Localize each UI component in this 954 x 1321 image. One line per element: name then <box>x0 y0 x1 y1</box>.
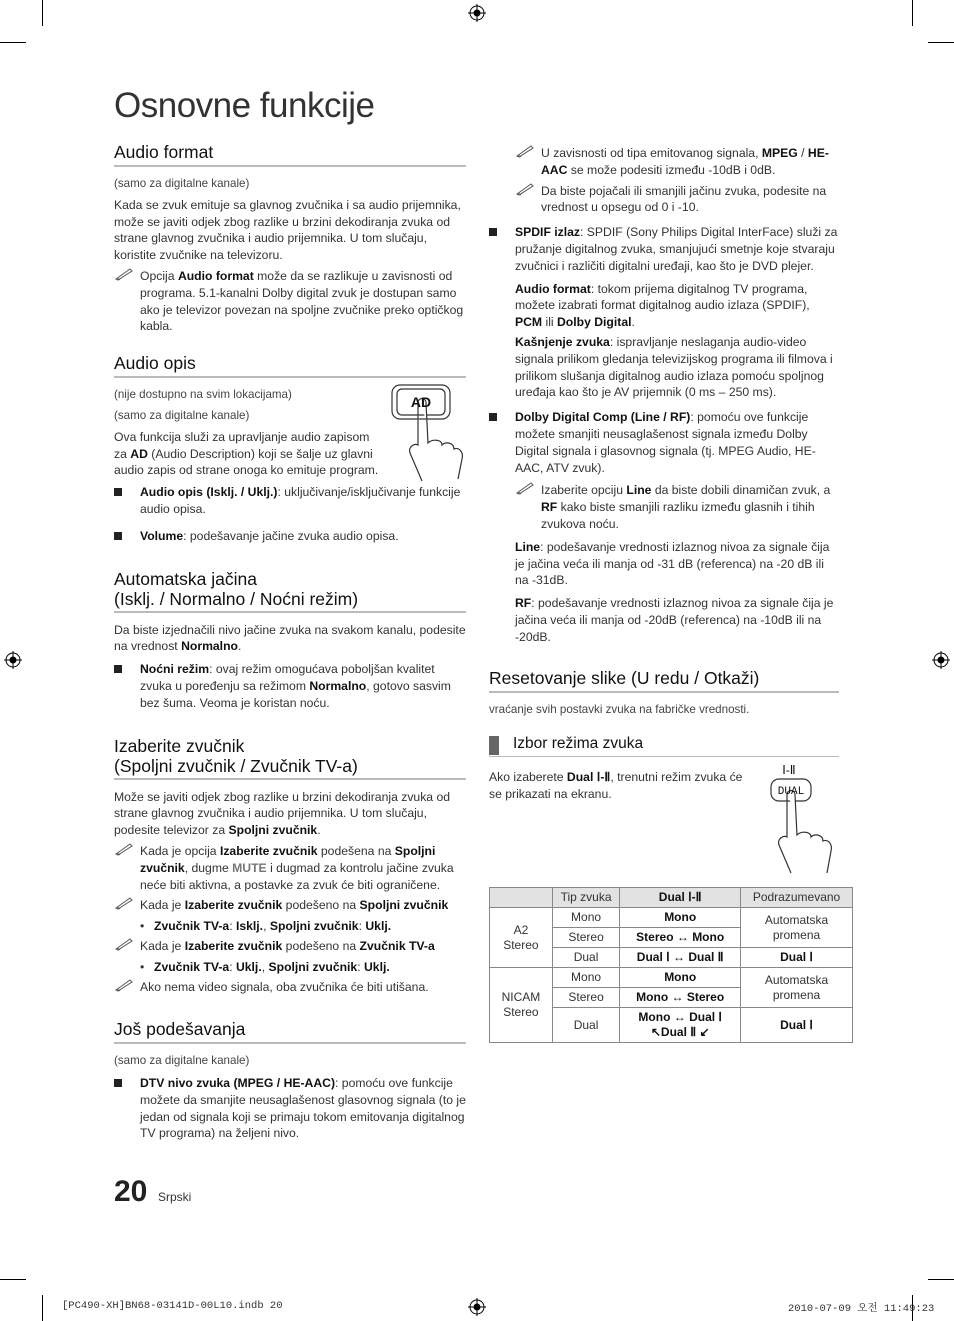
crop-mark <box>42 0 43 26</box>
note-text: Opcija <box>140 268 178 283</box>
table-header-cell: Tip zvuka <box>552 888 620 908</box>
pencil-note-icon <box>114 937 134 951</box>
dolby-rf: RF: podešavanje vrednosti izlaznog nivoa za signale čija je jačina veća ili manja od -20dB (referenca) na -10dB ili na -20dB. <box>515 596 834 644</box>
bullet-square-icon <box>114 532 122 540</box>
table-header-cell: Podrazumevano <box>741 888 853 908</box>
page-number: 20 <box>114 1175 148 1208</box>
note: U zavisnosti od tipa emitovanog signala, MPEG / HE-AAC se može podesiti između -10dB i 0dB. <box>515 145 839 179</box>
table-cell: Mono <box>552 968 620 988</box>
dual-key-label: DUAL <box>777 786 805 799</box>
table-cell: Mono <box>620 968 741 988</box>
body-text: Ako izaberete Dual Ⅰ-Ⅱ, trenutni režim zvuka će se prikazati na ekranu. <box>489 770 743 801</box>
note: Da biste pojačali ili smanjili jačinu zvuka, podesite na vrednost u opsegu od 0 i -10. <box>515 183 839 217</box>
bullet-item: DTV nivo zvuka (MPEG / HE-AAC): pomoću ove funkcije možete da smanjite neusaglašenost glasovnog signala (to je jedan od signala koji se primaju tokom emitovanja digitalnog TV programa) na željeni nivo. <box>114 1075 466 1142</box>
ad-key-label: AD <box>410 394 432 411</box>
crop-mark <box>912 0 913 26</box>
table-header-cell: Dual Ⅰ-Ⅱ <box>620 888 741 908</box>
bullet-item-spdif: SPDIF izlaz: SPDIF (Sony Philips Digital InterFace) služi za pružanje digitalnog zvuka, smanjujući smetnje koje stvaraju zvučnici i različiti digitalni uređaji, kao što je DVD plejer. <box>489 224 839 274</box>
bullet-square-icon <box>489 413 497 421</box>
crop-mark <box>0 1279 26 1280</box>
note-bold: Audio format <box>177 268 254 283</box>
body-text: Da biste izjednačili nivo jačine zvuka na svakom kanalu, podesite na vrednost Normalno. <box>114 622 466 654</box>
bullet-item: Noćni režim: ovaj režim omogućava poboljšan kvalitet zvuka u poređenju sa režimom Normalno, gotovo sasvim bez šuma. Veoma je koristan noću. <box>114 661 466 711</box>
body-text: vraćanje svih postavki zvuka na fabričke vrednosti. <box>489 702 750 716</box>
note: Izaberite opciju Line da biste dobili dinamičan zvuk, a RF kako biste smanjili razliku između glasnih i tihih zvukova noću. <box>515 482 839 532</box>
table-cell: Dual <box>552 1008 620 1043</box>
table-cell: Stereo ↔ Mono <box>620 928 741 948</box>
section-audio-format <box>114 142 466 335</box>
table-cell: Dual <box>552 948 620 968</box>
sub-bullet: • Zvučnik TV-a: Isklj., Spoljni zvučnik: Uklj. <box>140 919 392 934</box>
table-group-cell: NICAM Stereo <box>490 968 553 1043</box>
table-cell: Stereo <box>552 928 620 948</box>
body-text: Kada se zvuk emituje sa glavnog zvučnika i sa audio prijemnika, može se javiti odjek zbog razlike u brzini dekodiranja zvuka od strane glavnog zvučnika i audio prijemnika. U tom slučaju, koristite zvučnike na televizoru. <box>114 197 461 263</box>
scope-text: (samo za digitalne kanale) <box>114 177 250 190</box>
section-reset <box>489 668 839 719</box>
note <box>114 268 466 335</box>
bullet-square-icon <box>489 228 497 236</box>
right-column <box>489 142 839 1043</box>
bullet-square-icon <box>114 665 122 673</box>
table-cell: Stereo <box>552 988 620 1008</box>
registration-mark-icon <box>4 651 22 669</box>
table-header-row <box>490 888 853 908</box>
crop-mark <box>928 42 954 43</box>
registration-mark-icon <box>468 1298 486 1316</box>
scope-text: (samo za digitalne kanale) <box>114 1054 250 1068</box>
sub-bullet: • Zvučnik TV-a: Uklj., Spoljni zvučnik: Uklj. <box>140 959 390 974</box>
table-row <box>490 968 853 988</box>
note-text: može da se razlikuje u zavisnosti od programa. 5.1-kanalni Dolby digital zvuk je dostupan samo ako je televizor povezan na spoljne zvučnike preko optičkog kabla. <box>140 268 464 334</box>
table-cell: Mono <box>552 908 620 928</box>
pencil-note-icon <box>114 978 134 992</box>
section-heading: Automatska jačina (Isklj. / Normalno / Noćni režim) <box>114 569 466 613</box>
body-text: Ova funkcija služi za upravljanje audio zapisom za AD (Audio Description) koji se šalje uz glavni audio zapis od strane onoga ko emituje program. <box>114 429 379 478</box>
table-cell: Mono <box>620 908 741 928</box>
table-cell: Mono ↔ Stereo <box>620 988 741 1008</box>
table-cell: Dual Ⅰ <box>741 948 853 968</box>
section-speaker <box>114 736 466 996</box>
body-text: Može se javiti odjek zbog razlike u brzini dekodiranja zvuka od strane glavnog zvučnika i audio prijemnika. U tom slučaju, podesite televizor za Spoljni zvučnik. <box>114 789 451 838</box>
page-title: Osnovne funkcije <box>114 86 375 125</box>
pencil-note-icon <box>114 896 134 910</box>
left-column <box>114 142 466 1160</box>
sound-mode-table <box>489 887 853 1043</box>
section-audio-opis <box>114 353 466 544</box>
table-cell: Mono ↔ Dual Ⅰ ↖Dual Ⅱ ↙ <box>620 1008 741 1043</box>
bullet-square-icon <box>114 1079 122 1087</box>
imprint-left: [PC490-XH]BN68-03141D-00L10.indb 20 <box>62 1300 283 1312</box>
section-auto-volume <box>114 569 466 712</box>
section-heading: Audio format <box>114 142 466 167</box>
dual-remote-key-icon <box>769 761 841 877</box>
registration-mark-icon <box>932 651 950 669</box>
dual-key-top-label: Ⅰ-Ⅱ <box>782 763 796 778</box>
imprint-right: 2010-07-09 오전 11:49:23 <box>788 1303 935 1315</box>
section-more-settings <box>114 1019 466 1142</box>
note: Kada je opcija Izaberite zvučnik podešena na Spoljni zvučnik, dugme MUTE i dugmad za kontrolu jačine zvuka neće biti aktivna, a postavke za zvuk će biti ograničene. <box>114 843 466 893</box>
registration-mark-icon <box>468 4 486 22</box>
section-heading: Još podešavanja <box>114 1019 466 1044</box>
page-language: Srpski <box>158 1190 192 1204</box>
pencil-note-icon <box>114 842 134 856</box>
availability-text: (nije dostupno na svim lokacijama) <box>114 388 292 402</box>
table-group-cell: A2 Stereo <box>490 908 553 968</box>
pencil-note-icon <box>515 182 535 196</box>
pencil-note-icon <box>515 144 535 158</box>
pencil-note-icon <box>515 481 535 495</box>
note: Kada je Izaberite zvučnik podešeno na Spoljni zvučnik <box>114 897 466 914</box>
pencil-note-icon <box>114 267 134 281</box>
table-row <box>490 908 853 928</box>
section-heading: Resetovanje slike (U redu / Otkaži) <box>489 668 839 693</box>
dolby-line: Line: podešavanje vrednosti izlaznog nivoa za signale čija je jačina veća ili manja od -31 dB (referenca) na -20 dB ili na -31dB. <box>515 539 830 588</box>
section-heading: Izaberite zvučnik (Spoljni zvučnik / Zvučnik TV-a) <box>114 736 466 780</box>
section-heading: Audio opis <box>114 353 466 378</box>
ad-remote-key-icon <box>388 383 468 489</box>
bullet-item-dolby: Dolby Digital Comp (Line / RF): pomoću ove funkcije možete smanjiti neusaglašenost signala između Dolby Digital signala i glasovnog signala (tj. MPEG Audio, HE-AAC, ATV zvuk). <box>489 409 839 476</box>
scope-text: (samo za digitalne kanale) <box>114 408 250 422</box>
spdif-audio-format: Audio format: tokom prijema digitalnog TV programa, možete izabrati format digitalnog audio izlaza (SPDIF), PCM ili Dolby Digital. <box>515 281 810 330</box>
table-cell: Dual Ⅰ ↔ Dual Ⅱ <box>620 948 741 968</box>
mode-description <box>489 763 839 887</box>
crop-mark <box>928 1279 954 1280</box>
heading-bar <box>489 736 499 755</box>
note: Kada je Izaberite zvučnik podešeno na Zvučnik TV-a <box>114 938 466 955</box>
table-cell: Automatska promena <box>741 968 853 1008</box>
crop-mark <box>0 42 26 43</box>
table-header-cell <box>490 888 553 908</box>
bullet-item: Audio opis (Isklj. / Uklj.): uključivanje/isključivanje funkcije audio opisa. <box>114 484 466 518</box>
table-cell: Dual Ⅰ <box>741 1008 853 1043</box>
bullet-item: Volume: podešavanje jačine zvuka audio opisa. <box>114 528 466 545</box>
subsection-heading: Izbor režima zvuka <box>489 736 839 757</box>
table-cell: Automatska promena <box>741 908 853 948</box>
crop-mark <box>42 1295 43 1321</box>
note: Ako nema video signala, oba zvučnika će biti utišana. <box>114 979 466 996</box>
spdif-audio-delay: Kašnjenje zvuka: ispravljanje neslaganja audio-video signala prilikom gledanja televizijskog programa ili filmova i prilikom slušanja digitalnog audio izlaza pomoću spoljnog uređaja kao što je AV prijemnik (0 ms – 250 ms). <box>515 334 833 400</box>
bullet-square-icon <box>114 488 122 496</box>
